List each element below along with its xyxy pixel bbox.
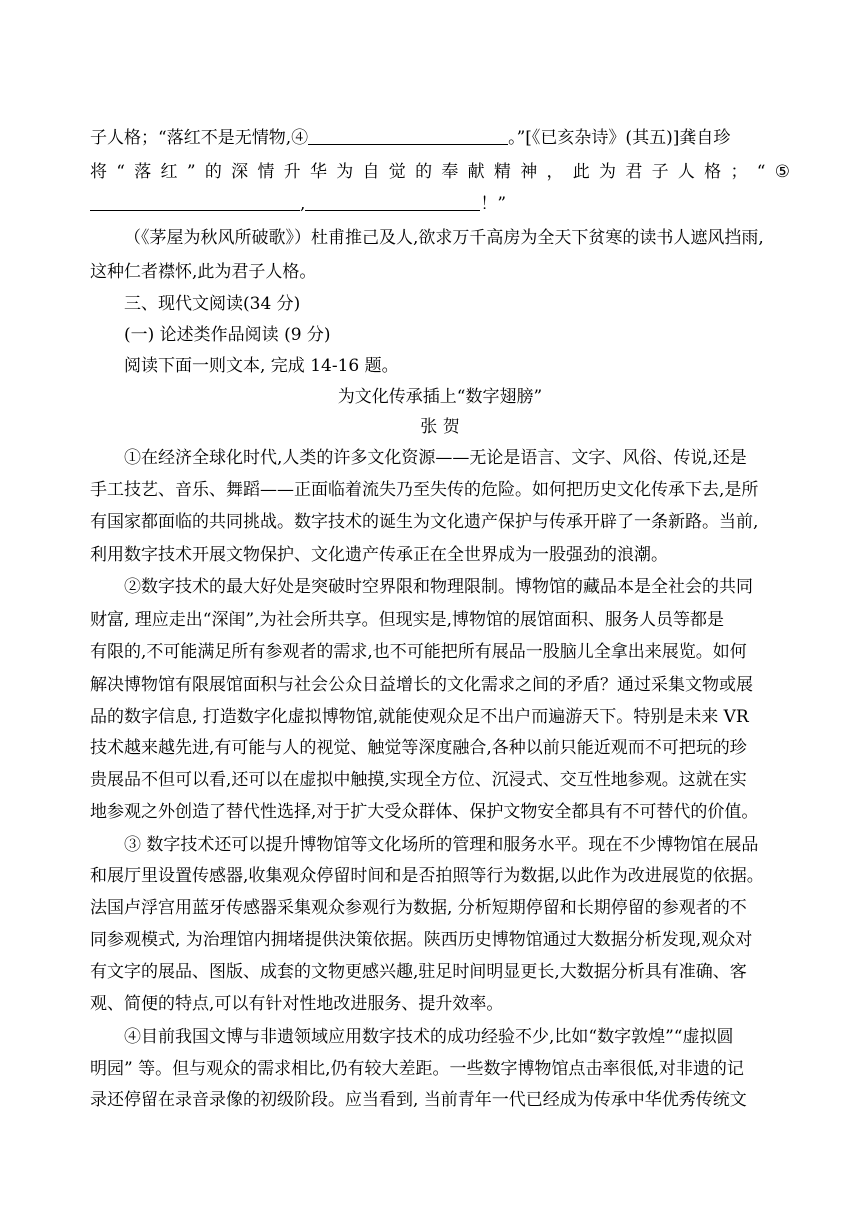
article-line: ①在经济全球化时代,人类的许多文化资源——无论是语言、文字、风俗、传说,还是 [124,448,747,468]
fill-line-3 [90,194,790,214]
fill-line-2-char: 情 [257,162,275,182]
section-heading: 三、现代文阅读(34 分) [124,294,301,314]
fill-line-2-char: 精 [493,162,511,182]
fill-line-2-char: 人 [677,162,695,182]
fill-line-2-char: 的 [204,162,222,182]
article-line: ②数字技术的最大好处是突破时空界限和物理限制。博物馆的藏品本是全社会的共同 [124,577,753,597]
fill-line-3-separator: , [300,194,306,214]
fill-line-2-char: 神 [520,162,538,182]
fill-line-2-char: 升 [283,162,301,182]
fill-line-2-char: 君 [625,162,643,182]
article-line: 同参观模式, 为治理馆内拥堵提供決策依据。陕西历史博物馆通过大数据分析发现,观众对 [90,930,753,950]
article-line: 解决博物馆有限展馆面积与社会公众日益增长的文化需求之间的矛盾？通过采集文物或展 [90,675,753,695]
fill-line-2-char: 子 [651,162,669,182]
fill-line-1 [90,128,790,148]
fill-line-2-char: “ [116,162,125,182]
fill-line-2-char: 将 [90,162,107,182]
article-line: 地参观之外创造了替代性选择,对于扩大受众群体、保护文物安全都具有不可替代的价值。 [90,802,759,822]
fill-line-2-char: 奉 [441,162,459,182]
article-line: 利用数字技术开展文物保护、文化遗产传承正在全世界成为一股强劲的浪潮。 [90,545,668,565]
fill-line-2-char: 格 [704,162,722,182]
article-line: 财富, 理应走出“深闺”,为社会所共享。但现实是,博物馆的展馆面积、服务人员等都是 [90,610,724,630]
fill-line-2-char: 深 [231,162,249,182]
article-line: 品的数字信息, 打造数字化虚拟博物馆,就能使观众足不出户而遍游天下。特别是未来 VR [90,707,749,727]
fill-line-2-char: 献 [467,162,485,182]
fill-line-1-suffix: 。”[《已亥杂诗》(其五)]龚自珍 [508,128,731,148]
article-author: 张 贺 [420,417,460,437]
article-line: 有国家都面临的共同挑战。数字技术的诞生为文化遗产保护与传承开辟了一条新路。当前, [90,512,759,532]
article-line: 法国卢浮宫用蓝牙传感器采集观众参观行为数据, 分析短期停留和长期停留的参观者的不 [90,898,747,918]
article-line: 录还停留在录音录像的初级阶段。应当看到, 当前青年一代已经成为传承中华优秀传统文 [90,1090,747,1110]
fill-line-3-end: ！” [480,194,507,214]
fill-line-2-char: 此 [572,162,590,182]
fill-line-2-char: ， [546,162,564,182]
answer-blank-5a[interactable] [90,194,300,211]
fill-line-1-prefix: 子人格；“落红不是无情物,④ [90,128,309,148]
article-line: ③ 数字技术还可以提升博物馆等文化场所的管理和服务水平。现在不少博物馆在展品 [124,835,759,855]
fill-line-2-char: 为 [336,162,354,182]
fill-line-5: 这种仁者襟怀,此为君子人格。 [90,262,317,282]
answer-blank-4[interactable] [308,128,508,145]
fill-line-2 [90,162,790,182]
fill-line-2-char: 红 [160,162,178,182]
fill-line-2-char: ； [730,162,748,182]
article-line: 贵展品不但可以看,还可以在虚拟中触摸,实现全方位、沉浸式、交互性地参观。这就在实 [90,770,747,790]
article-line: 有文字的展品、图版、成套的文物更感兴趣,驻足时间明显更长,大数据分析具有准确、客 [90,962,747,982]
fill-line-2-char: 落 [134,162,152,182]
answer-blank-5b[interactable] [305,194,480,211]
article-line: 有限的,不可能满足所有参观者的需求,也不可能把所有展品一股脑儿全拿出来展览。如何 [90,642,747,662]
article-line: 手工技艺、音乐、舞蹈——正面临着流失乃至失传的危险。如何把历史文化传承下去,是所 [90,480,759,500]
fill-line-2-char: 自 [362,162,380,182]
fill-line-2-char: 觉 [388,162,406,182]
fill-line-4: （《茅屋为秋风所破歌》）杜甫推己及人,欲求万千高房为全天下贫寒的读书人遮风挡雨, [124,228,764,248]
instruction: 阅读下面一则文本, 完成 14-16 题。 [124,356,399,376]
article-line: 和展厅里设置传感器,收集观众停留时间和是否拍照等行为数据,以此作为改进展览的依据。 [90,866,764,886]
article-line: ④目前我国文博与非遗领域应用数字技术的成功经验不少,比如“数字敦煌”“虚拟圆 [124,1027,734,1047]
sub-heading: (一) 论述类作品阅读 (9 分) [124,325,331,345]
article-title: 为文化传承插上“数字翅膀” [337,387,543,407]
article-line: 明园” 等。但与观众的需求相比,仍有较大差距。一些数字博物馆点击率很低,对非遗的记 [90,1059,744,1079]
article-line: 观、简便的特点,可以有针对性地改进服务、提升效率。 [90,994,504,1014]
fill-line-2-char: ⑤ [774,162,790,182]
fill-line-2-char: 为 [599,162,617,182]
fill-line-2-char: ” [186,162,196,182]
fill-line-2-char: 的 [415,162,433,182]
article-line: 技术越来越先进,有可能与人的视觉、触觉等深度融合,各种以前只能近观而不可把玩的珍 [90,738,747,758]
fill-line-2-char: “ [756,162,766,182]
fill-line-2-char: 华 [309,162,327,182]
